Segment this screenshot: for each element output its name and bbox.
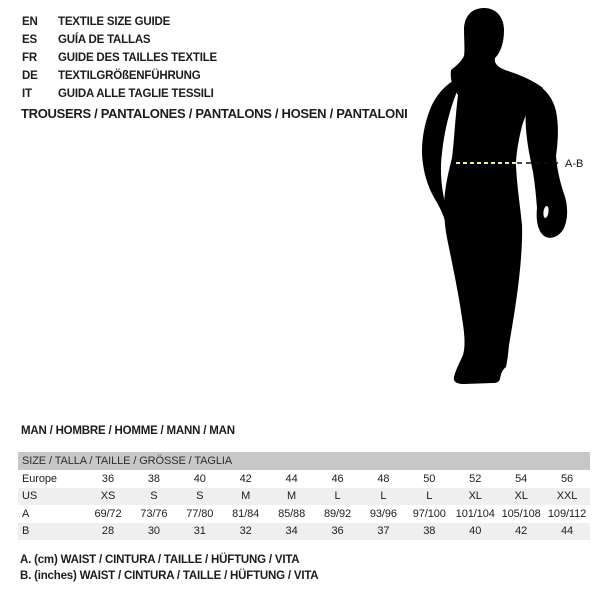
table-row-a-cm	[18, 505, 590, 523]
size-cell: 81/84	[232, 507, 260, 520]
guide-title: GUIDA ALLE TAGLIE TESSILI	[58, 88, 214, 100]
size-cell: XS	[100, 490, 116, 503]
size-cell: L	[426, 490, 433, 503]
footnote-a: A. (cm) WAIST / CINTURA / TAILLE / HÜFTUNG / VITA	[20, 554, 300, 566]
measure-label: A-B	[565, 158, 584, 170]
size-cell: 38	[423, 525, 436, 538]
size-cell: S	[150, 490, 158, 503]
size-cell: 42	[239, 472, 252, 485]
row-label: A	[22, 507, 30, 520]
size-cell: XL	[514, 490, 528, 503]
size-table	[18, 452, 590, 540]
size-cell: 36	[331, 525, 344, 538]
size-cell: 38	[147, 472, 160, 485]
size-cell: 69/72	[94, 507, 122, 520]
table-row-europe	[18, 470, 590, 488]
size-cell: 54	[515, 472, 528, 485]
language-code: IT	[22, 88, 32, 100]
size-cell: 40	[193, 472, 206, 485]
language-code: ES	[22, 34, 37, 46]
size-cell: L	[334, 490, 341, 503]
language-code: DE	[22, 70, 38, 82]
size-cell: XL	[468, 490, 482, 503]
man-silhouette-body	[444, 8, 543, 384]
guide-title: TEXTILE SIZE GUIDE	[58, 16, 171, 28]
size-cell: M	[241, 490, 251, 503]
size-cell: 44	[561, 525, 574, 538]
guide-title: GUIDE DES TAILLES TEXTILE	[58, 52, 217, 64]
section-title: MAN / HOMBRE / HOMME / MANN / MAN	[21, 425, 235, 437]
footnote-b: B. (inches) WAIST / CINTURA / TAILLE / HÜFTUNG / VITA	[20, 569, 319, 582]
size-cell: 97/100	[412, 507, 446, 520]
size-cell: 40	[469, 525, 482, 538]
size-cell: 42	[515, 525, 528, 538]
row-label: US	[22, 490, 38, 503]
guide-title: TEXTILGRÖßENFÜHRUNG	[58, 70, 201, 82]
footnotes	[20, 553, 318, 584]
size-cell: 50	[423, 472, 436, 485]
row-label: Europe	[22, 472, 57, 485]
language-code: EN	[22, 16, 38, 28]
language-code: FR	[22, 52, 37, 64]
size-cell: L	[380, 490, 387, 503]
size-cell: 28	[101, 525, 114, 538]
size-cell: 105/108	[501, 507, 541, 520]
size-cell: 109/112	[547, 507, 587, 520]
table-row-us	[18, 488, 590, 506]
size-cell: 89/92	[323, 507, 351, 520]
size-cell: 36	[101, 472, 114, 485]
category-title: TROUSERS / PANTALONES / PANTALONS / HOSEN / PANTALONI	[21, 106, 408, 121]
size-cell: 30	[147, 525, 160, 538]
size-cell: 34	[285, 525, 298, 538]
size-table-header-row	[18, 452, 590, 470]
size-cell: 77/80	[186, 507, 214, 520]
row-label: B	[22, 525, 30, 538]
guide-title: GUÍA DE TALLAS	[58, 34, 151, 46]
size-cell: 46	[331, 472, 344, 485]
size-cell: 101/104	[455, 507, 495, 520]
size-cell: 56	[561, 472, 574, 485]
size-cell: 31	[193, 525, 206, 538]
size-cell: 93/96	[369, 507, 397, 520]
size-cell: 85/88	[278, 507, 306, 520]
size-cell: 48	[377, 472, 390, 485]
size-table-header: SIZE / TALLA / TAILLE / GRÖSSE / TAGLIA	[18, 452, 590, 470]
size-cell: 52	[469, 472, 482, 485]
table-row-b-inches	[18, 523, 590, 541]
size-cell: 73/76	[140, 507, 168, 520]
size-cell: 37	[377, 525, 390, 538]
size-cell: 44	[285, 472, 298, 485]
size-cell: M	[287, 490, 297, 503]
size-cell: S	[196, 490, 204, 503]
size-cell: 32	[239, 525, 252, 538]
size-cell: XXL	[556, 490, 578, 503]
